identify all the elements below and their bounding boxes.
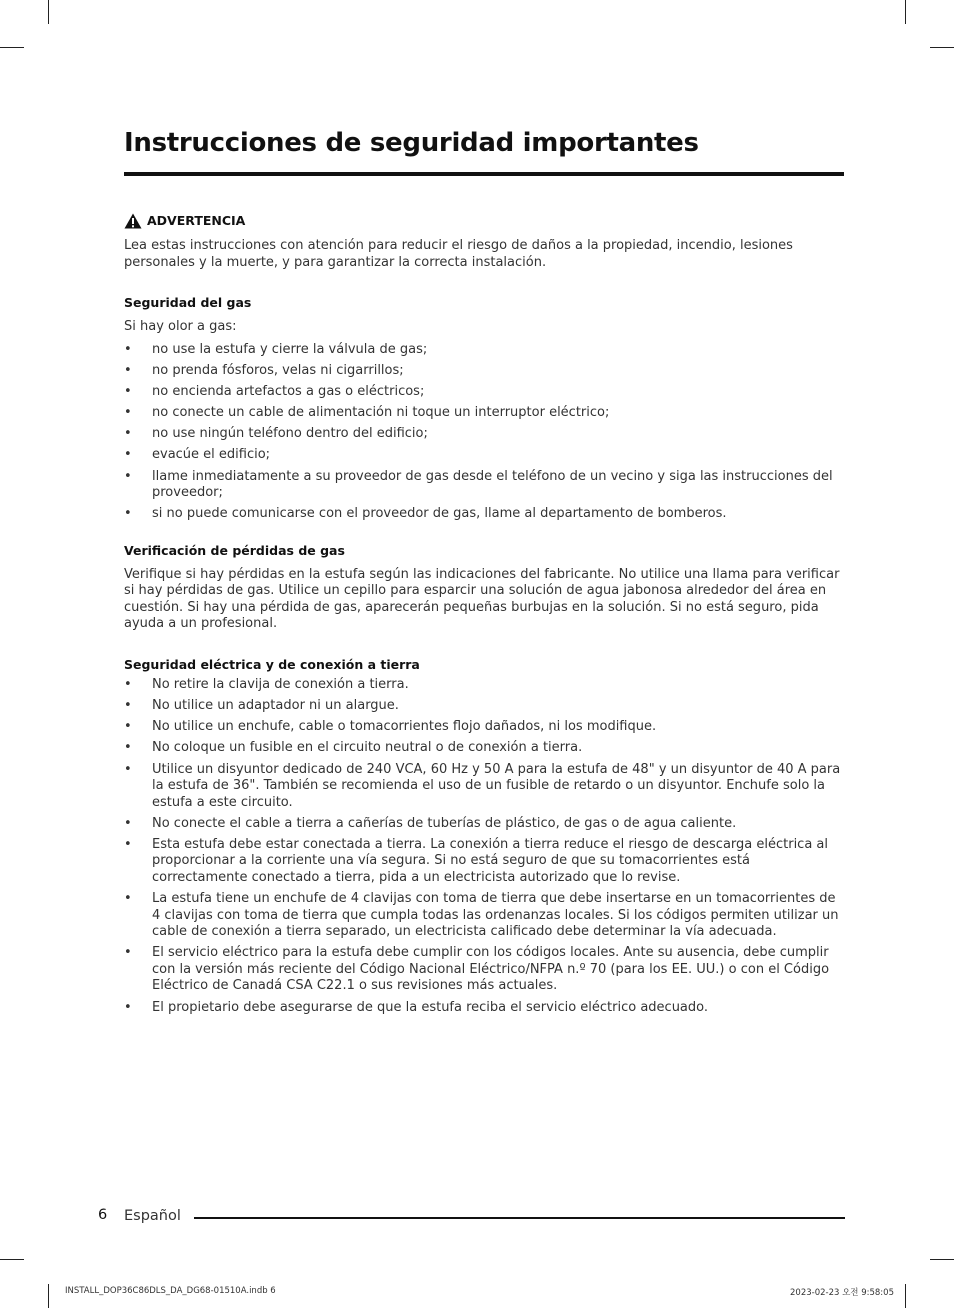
list-item: • no use la estufa y cierre la válvula de gas; bbox=[124, 341, 428, 357]
bullet: • bbox=[124, 362, 132, 378]
section-heading-gas-safety: Seguridad del gas bbox=[124, 295, 252, 310]
bullet: • bbox=[124, 447, 132, 463]
list-item: • no prenda fósforos, velas ni cigarrillos; bbox=[124, 362, 404, 378]
footer-rule bbox=[194, 1217, 845, 1219]
list-item: • llame inmediatamente a su proveedor de gas desde el teléfono de un vecino y siga las instrucciones del proveedor; bbox=[124, 468, 833, 501]
bullet: • bbox=[124, 999, 132, 1015]
crop-mark-right-top bbox=[930, 47, 954, 48]
bullet: • bbox=[124, 341, 132, 357]
bullet: • bbox=[124, 405, 132, 421]
list-item: • No utilice un adaptador ni un alargue. bbox=[124, 698, 399, 713]
bullet: • bbox=[124, 426, 132, 442]
list-item: • No utilice un enchufe, cable o tomacorrientes flojo dañados, ni los modifique. bbox=[124, 719, 657, 735]
bullet: • bbox=[124, 761, 132, 777]
bullet: • bbox=[124, 740, 132, 756]
bullet: • bbox=[124, 891, 132, 907]
title-rule bbox=[124, 172, 844, 176]
document-content bbox=[124, 212, 846, 1021]
bullet: • bbox=[124, 719, 132, 735]
list-item: • evacúe el edificio; bbox=[124, 447, 271, 463]
warning-intro: Lea estas instrucciones con atención para reducir el riesgo de daños a la propiedad, incendio, lesiones personales y la muerte, y para garantizar la correcta instalación. bbox=[124, 238, 793, 270]
warning-triangle-icon bbox=[124, 213, 142, 229]
crop-mark-right-bottom bbox=[930, 1259, 954, 1260]
list-item: • si no puede comunicarse con el proveedor de gas, llame al departamento de bomberos. bbox=[124, 506, 727, 522]
gas-safety-lead: Si hay olor a gas: bbox=[124, 319, 237, 334]
bullet: • bbox=[124, 468, 132, 484]
bullet: • bbox=[124, 383, 132, 399]
crop-mark-bottom-left bbox=[48, 1284, 49, 1308]
list-item: • no encienda artefactos a gas o eléctricos; bbox=[124, 383, 425, 399]
print-slug-filename: INSTALL_DOP36C86DLS_DA_DG68-01510A.indb 6 bbox=[65, 1286, 276, 1296]
footer-language: Español bbox=[124, 1208, 181, 1224]
crop-mark-left-bottom bbox=[0, 1259, 24, 1260]
list-item: • El propietario debe asegurarse de que la estufa reciba el servicio eléctrico adecuado. bbox=[124, 999, 709, 1015]
leak-check-text: Verifique si hay pérdidas en la estufa según las indicaciones del fabricante. No utilice una llama para verificar si hay pérdidas de gas. Utilice un cepillo para esparcir una solución de agua jabonosa alrededor del área en cuestión. Si hay una pérdida de gas, aparecerán pequeñas burbujas en la solución. Si no está seguro, pida ayuda a un profesional. bbox=[124, 566, 840, 632]
crop-mark-bottom-right bbox=[905, 1284, 906, 1308]
electrical-list bbox=[124, 677, 846, 1016]
bullet: • bbox=[124, 945, 132, 961]
gas-safety-list bbox=[124, 342, 846, 523]
page-title: Instrucciones de seguridad importantes bbox=[124, 128, 699, 158]
bullet: • bbox=[124, 836, 132, 852]
bullet: • bbox=[124, 506, 132, 522]
list-item: • no conecte un cable de alimentación ni toque un interruptor eléctrico; bbox=[124, 405, 610, 421]
bullet: • bbox=[124, 676, 132, 692]
list-item: • El servicio eléctrico para la estufa debe cumplir con los códigos locales. Ante su ausencia, debe cumplir con la versión más reciente del Código Nacional Eléctrico/NFPA n.º 70 (para los EE. UU.) o con el Código Eléctrico de Canadá CSA C22.1 o sus revisiones más actuales. bbox=[124, 945, 830, 994]
crop-mark-left-top bbox=[0, 47, 24, 48]
warning-label: ADVERTENCIA bbox=[147, 212, 246, 228]
warning-heading bbox=[124, 212, 846, 230]
crop-mark-top-left bbox=[48, 0, 49, 24]
list-item: • Utilice un disyuntor dedicado de 240 VCA, 60 Hz y 50 A para la estufa de 48" y un disyuntor de 40 A para la estufa de 36". También se recomienda el uso de un fusible de retardo o un disyuntor. Enchufe solo la estufa a este circuito. bbox=[124, 761, 841, 810]
list-item: • No retire la clavija de conexión a tierra. bbox=[124, 676, 409, 692]
crop-mark-top-right bbox=[905, 0, 906, 24]
list-item: • La estufa tiene un enchufe de 4 clavijas con toma de tierra que debe insertarse en un tomacorrientes de 4 clavijas con toma de tierra que cumpla todas las ordenanzas locales. Si los códigos permiten utilizar un cable de conexión a tierra separado, un electricista calificado debe determinar la vía adecuada. bbox=[124, 891, 839, 940]
section-heading-electrical: Seguridad eléctrica y de conexión a tierra bbox=[124, 656, 420, 672]
bullet: • bbox=[124, 698, 132, 713]
bullet: • bbox=[124, 815, 132, 831]
page-number: 6 bbox=[98, 1207, 108, 1223]
section-heading-leak-check: Verificación de pérdidas de gas bbox=[124, 542, 345, 558]
list-item: • No coloque un fusible en el circuito neutral o de conexión a tierra. bbox=[124, 740, 583, 756]
print-slug-timestamp: 2023-02-23 오전 9:58:05 bbox=[790, 1288, 894, 1298]
list-item: • no use ningún teléfono dentro del edificio; bbox=[124, 426, 428, 442]
list-item: • No conecte el cable a tierra a cañerías de tuberías de plástico, de gas o de agua caliente. bbox=[124, 815, 737, 831]
list-item: • Esta estufa debe estar conectada a tierra. La conexión a tierra reduce el riesgo de descarga eléctrica al proporcionar a la corriente una vía segura. Si no está seguro de que su tomacorrientes está correctamente conectado a tierra, pida a un electricista autorizado que lo revise. bbox=[124, 836, 829, 885]
